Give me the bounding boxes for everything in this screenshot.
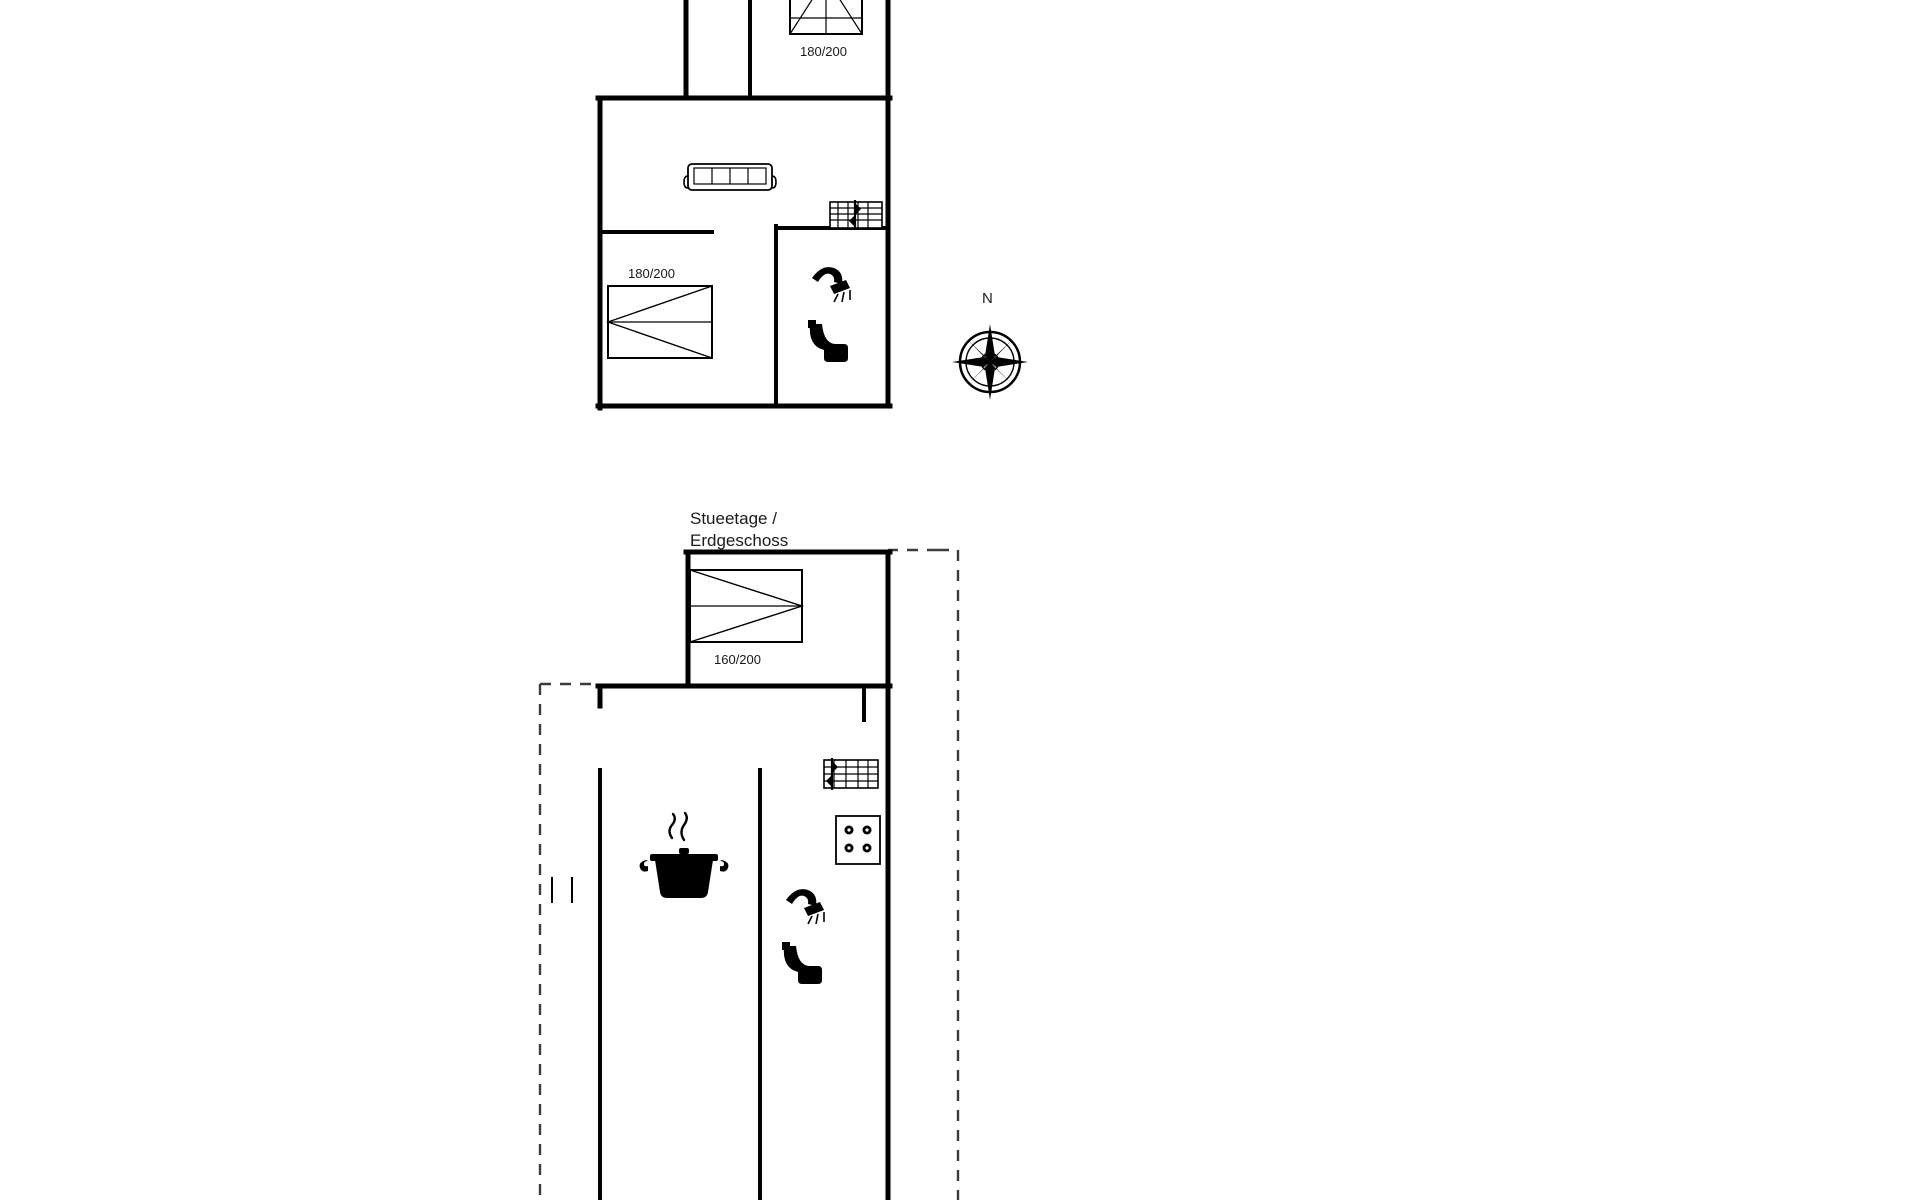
stove-hob-fixture	[836, 816, 880, 864]
ground-floor-title-line1: Stueetage /	[690, 509, 777, 528]
ground-floor-drawing	[0, 500, 1200, 1200]
ground-floor-walls	[598, 552, 890, 1200]
bed-left-fixture	[608, 286, 712, 358]
ground-floor-window-marks	[552, 878, 572, 902]
ground-floor-dashed-outline	[540, 550, 958, 1200]
bed-top-fixture	[790, 0, 862, 34]
bed-dimension-ground-label: 160/200	[714, 652, 761, 667]
toilet-ground-fixture	[782, 942, 822, 984]
shower-upper-fixture	[812, 267, 850, 302]
toilet-upper-fixture	[808, 320, 848, 362]
staircase-upper-fixture	[830, 200, 882, 230]
cooking-pot-fixture	[640, 813, 729, 898]
staircase-ground-fixture	[824, 758, 878, 790]
sofa-fixture	[684, 164, 776, 190]
compass-group	[930, 290, 1050, 400]
bed-ground-fixture	[690, 570, 802, 642]
shower-ground-fixture	[786, 889, 824, 924]
bed-dimension-left-label: 180/200	[628, 266, 675, 281]
ground-floor-title-line2: Erdgeschoss	[690, 531, 789, 550]
compass-north-label: N	[982, 290, 993, 307]
bed-dimension-top-label: 180/200	[800, 44, 847, 59]
ground-floor-plan	[0, 500, 1200, 1200]
